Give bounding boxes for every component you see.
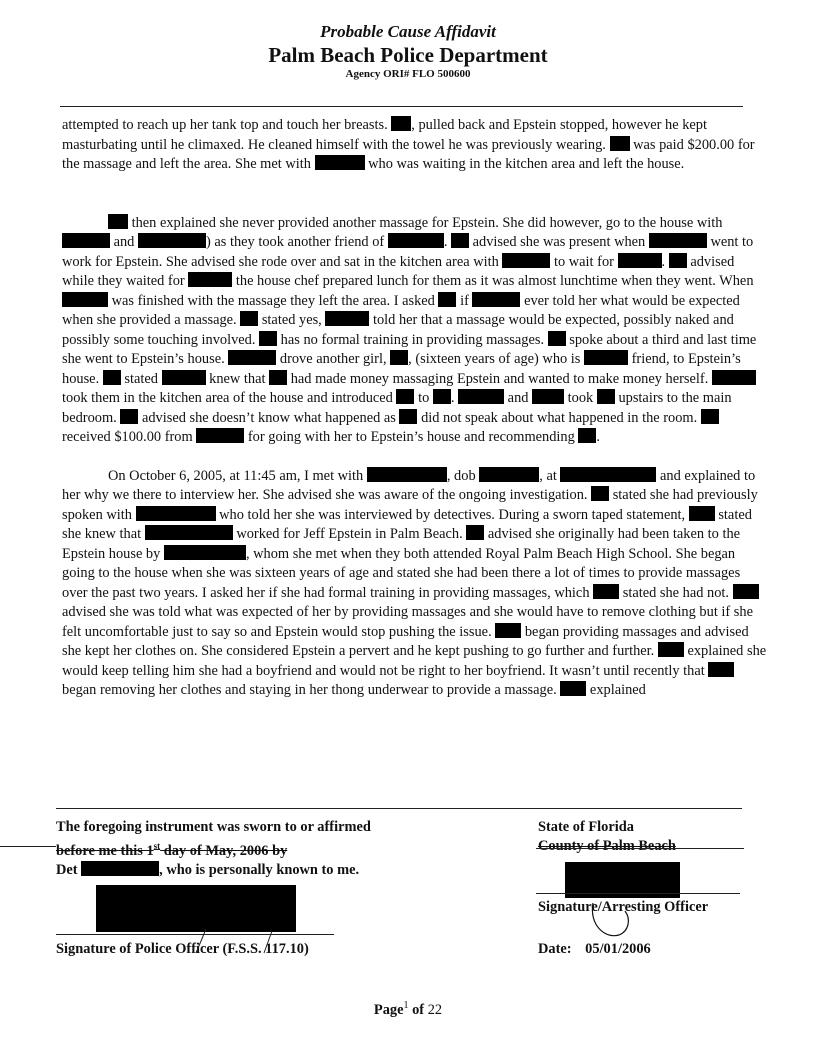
redaction: [451, 233, 469, 248]
affidavit-body: [62, 116, 767, 701]
paragraph-1: attempted to reach up her tank top and touch her breasts. , pulled back and Epstein stopped, however he kept masturbating until he climaxed. He cleaned himself with the towel he was previously wearing. was paid $200.00 for the massage and left the area. She met with who was waiting in the kitchen area and left the house.: [62, 117, 755, 172]
form-title: Probable Cause Affidavit: [320, 22, 496, 41]
redaction: [560, 467, 656, 482]
redaction: [396, 389, 414, 404]
redaction: [658, 642, 684, 657]
redaction: [689, 506, 715, 521]
page-number: Page$^1$ of 22: [373, 1000, 443, 1018]
sworn-statement: The foregoing instrument was sworn to or affirmed before me this 1st day of May, 2006 by Det , who is personally known to me.: [56, 819, 371, 878]
redaction: [108, 214, 128, 229]
redaction: [669, 253, 687, 268]
redaction: [162, 370, 206, 385]
agency-ori: Agency ORI# FLO 500600: [345, 68, 471, 80]
redaction: [325, 311, 369, 326]
jurisdiction: [538, 818, 758, 856]
redaction: [438, 292, 456, 307]
strike-extension: [0, 846, 56, 847]
paragraph-2: then explained she never provided another massage for Epstein. She did however, go to the house with and ) as they took another friend of . advised she was present when went to work for Epstein. She advised she rode over and sat in the kitchen area with to wait for . advised while they waited for the house chef prepared lunch for them as it was almost lunchtime when they went. When was finished with the massage they left the area. I asked if ever told her what would be expected when she provided a massage. stated yes, told her that a massage would be expected, possibly naked and possibly some touching involved. has no formal training in providing massages. spoke about a third and last time she went to Epstein’s house. drove another girl, , (sixteen years of age) who is friend, to Epstein’s house. stated knew that had made money massaging Epstein and wanted to make money herself. took them in the kitchen area of the house and introduced to . and took upstairs to the main bedroom. advised she doesn’t know what happened as did not speak about what happened in the room. received $100.00 from for going with her to Epstein’s house and recommending .: [62, 214, 757, 445]
redaction: [472, 292, 520, 307]
date-row: [538, 940, 758, 959]
document-header: [0, 22, 816, 81]
redaction: [479, 467, 539, 482]
redaction: [597, 389, 615, 404]
redaction: [712, 370, 756, 385]
redaction: [733, 584, 759, 599]
redaction: [315, 155, 365, 170]
redaction: [81, 861, 159, 876]
redaction: [196, 428, 244, 443]
arresting-officer-label: Signature/Arresting Officer: [538, 899, 709, 915]
redaction: [548, 331, 566, 346]
county-strike-line: [536, 848, 744, 849]
redaction: [240, 311, 258, 326]
redaction: [458, 389, 504, 404]
redaction: [388, 233, 444, 248]
header-rule: [60, 106, 743, 107]
redaction: [618, 253, 662, 268]
redaction: [584, 350, 628, 365]
redaction: [228, 350, 276, 365]
date-value: 05/01/2006: [585, 941, 651, 957]
paragraph-3: On October 6, 2005, at 11:45 am, I met with , dob , at and explained to her why we there to interview her. She advised she was aware of the ongoing investigation. stated she had previously spoken with who told her she was interviewed by detectives. During a sworn taped statement, stated she knew that worked for Jeff Epstein in Palm Beach. advised she originally had been taken to the Epstein house by , whom she met when they both attended Royal Palm Beach High School. She began going to the house when she was sixteen years of age and stated she had been there a lot of times to provide massages over the past two years. I asked her if she had formal training in providing massages, which stated she had not. advised she was told what was expected of her by providing massages and she would have to remove clothing but if she felt uncomfortable just to say so and Epstein would stop pushing the issue. began providing massages and advised she kept her clothes on. She considered Epstein a pervert and he kept pushing to go further and further. explained she would keep telling him she had a boyfriend and would not be right to her boyfriend. It wasn’t until recently that began removing her clothes and staying in her thong underwear to provide a massage. explained: [62, 467, 767, 698]
department-name: Palm Beach Police Department: [268, 43, 548, 67]
redaction: [188, 272, 232, 287]
redaction: [367, 467, 447, 482]
date-label: Date:: [538, 941, 572, 957]
redaction: [502, 253, 550, 268]
officer-signature-label: Signature of Police Officer (F.S.S. 117.10): [56, 941, 309, 957]
redaction: [593, 584, 619, 599]
redaction: [103, 370, 121, 385]
redaction: [62, 233, 110, 248]
redaction: [391, 116, 411, 131]
redaction: [138, 233, 206, 248]
redaction: [701, 409, 719, 424]
redaction: [591, 486, 609, 501]
redaction: [62, 292, 108, 307]
redaction: [532, 389, 564, 404]
redaction: [466, 525, 484, 540]
redaction: [433, 389, 451, 404]
footer-rule: [56, 808, 742, 809]
redaction: [120, 409, 138, 424]
redaction: [399, 409, 417, 424]
signature-scribble-icon: [585, 885, 645, 945]
state-label: State of Florida: [538, 819, 634, 835]
redaction: [164, 545, 246, 560]
redaction: [145, 525, 233, 540]
county-label: County of Palm Beach: [538, 838, 676, 854]
redaction: [649, 233, 707, 248]
redaction: [610, 136, 630, 151]
redaction: [269, 370, 287, 385]
redaction: [578, 428, 596, 443]
redaction: [708, 662, 734, 677]
redaction: [495, 623, 521, 638]
redaction: [136, 506, 216, 521]
redaction: [390, 350, 408, 365]
redaction: [259, 331, 277, 346]
signature-stroke-icon: [176, 925, 286, 955]
redaction: [560, 681, 586, 696]
